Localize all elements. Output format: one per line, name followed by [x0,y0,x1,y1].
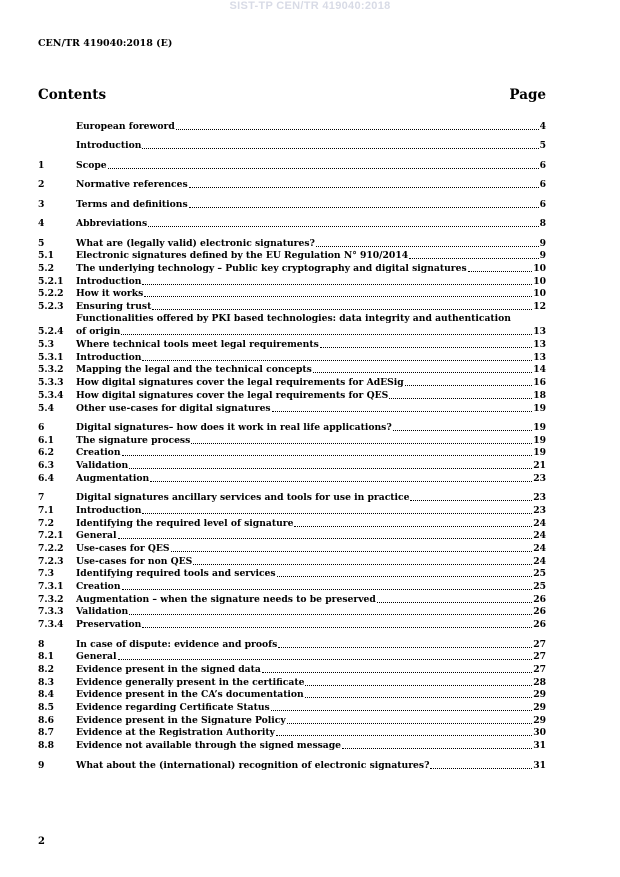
toc-entry-title: Where technical tools meet legal requirements [76,339,319,351]
toc-entry-page: 19 [533,447,546,459]
dot-leader [121,333,532,335]
toc-entry-number: 7.2.2 [38,543,64,554]
toc-entry-number: 4 [38,218,45,230]
toc-entry-title: Mapping the legal and the technical concepts [76,364,312,376]
toc-entry[interactable] [38,421,546,434]
toc-entry-title: What about the (international) recognition of electronic signatures? [76,759,430,771]
toc-entry-number: 8.1 [38,651,54,663]
toc-entry-title: Evidence regarding Certificate Status [76,702,270,714]
toc-entry-number: 7.2.3 [38,555,64,567]
toc-entry-title: How digital signatures cover the legal requirements for AdESig [76,377,404,389]
toc-entry[interactable] [38,376,546,389]
toc-entry-page: 12 [533,301,546,313]
dot-leader [430,767,532,769]
toc-entry-number: 7.3.1 [38,581,64,593]
toc-entry[interactable] [38,739,546,752]
toc-entry-title: Evidence at the Registration Authority [76,727,275,739]
dot-leader [142,359,532,361]
toc-entry-number: 1 [38,159,45,171]
toc-entry-title: Validation [76,460,129,472]
dot-leader [272,410,533,412]
toc-entry[interactable] [38,638,546,651]
toc-entry-page: 27 [533,651,546,663]
toc-entry-title: Digital signatures– how does it work in real life applications? [76,422,392,434]
toc-entry-page: 23 [533,472,546,484]
toc-entry[interactable] [38,618,546,631]
toc-entry-page: 5 [539,140,546,152]
toc-entry-page: 23 [533,492,546,504]
toc-entry-page: 14 [533,364,546,376]
toc-entry-number: 5.3.1 [38,351,64,363]
toc-entry-title: Functionalities offered by PKI based technologies: data integrity and authentication [76,313,511,325]
dot-leader [393,429,532,431]
toc-entry-title: Evidence present in the Signature Policy [76,714,286,726]
toc-entry-page: 24 [533,543,546,554]
dot-leader [129,467,532,469]
toc-entry-page: 26 [533,619,546,631]
toc-entry-title: Use-cases for non QES [76,555,193,567]
toc-entry-page: 6 [539,179,546,191]
toc-entry-title: Other use-cases for digital signatures [76,402,271,414]
toc-entry-page: 16 [533,377,546,389]
toc-entry-title: Evidence generally present in the certificate [76,676,305,688]
toc-entry-page: 24 [533,555,546,567]
toc-entry-number: 5.2.4 [38,326,64,338]
toc-entry-title: Introduction [76,504,142,516]
toc-entry[interactable] [38,288,546,301]
toc-entry-title: Creation [76,447,121,459]
toc-entry-title: General [76,530,117,542]
dot-leader [262,671,532,673]
dot-leader [142,626,532,628]
dot-leader [409,257,538,259]
toc-entry[interactable] [38,517,546,530]
dot-leader [189,206,539,208]
toc-entry[interactable] [38,262,546,275]
dot-leader [150,480,532,482]
dot-leader [193,563,532,565]
toc-entry[interactable] [38,701,546,714]
dot-leader [377,601,532,603]
document-id: CEN/TR 419040:2018 (E) [38,38,173,49]
dot-leader [342,747,532,749]
toc-entry-page: 31 [533,759,546,771]
dot-leader [152,308,532,310]
dot-leader [108,167,539,169]
toc-entry-page: 26 [533,593,546,605]
toc-entry-page: 24 [533,517,546,529]
toc-entry[interactable] [38,676,546,689]
toc-entry[interactable] [38,338,546,351]
toc-entry-number: 8.3 [38,676,54,688]
toc-entry-number: 7.2 [38,517,54,529]
toc-entry[interactable] [38,663,546,676]
toc-entry-number: 8.6 [38,714,54,726]
toc-entry-title: What are (legally valid) electronic signatures? [76,237,315,249]
toc-entry[interactable] [38,759,546,772]
toc-entry-page: 8 [539,218,546,230]
toc-entry[interactable] [38,472,546,485]
toc-entry[interactable] [38,434,546,447]
toc-entry-number: 5 [38,237,45,249]
toc-entry-number: 5.3.3 [38,377,64,389]
toc-entry-page: 29 [533,714,546,726]
toc-entry-number: 7.3.3 [38,606,64,618]
toc-entry-page: 10 [533,275,546,287]
toc-entry[interactable] [38,727,546,740]
toc-entry-title: Identifying the required level of signature [76,517,294,529]
dot-leader [122,454,533,456]
toc-entry-title: Evidence present in the CA’s documentation [76,689,304,701]
toc-entry-page: 18 [533,389,546,401]
toc-entry-title: Preservation [76,619,142,631]
dot-leader [142,283,532,285]
toc-entry-title: How it works [76,288,144,300]
toc-entry[interactable] [38,459,546,472]
toc-entry-number: 5.3.4 [38,389,64,401]
toc-entry[interactable] [38,542,546,555]
toc-entry-number: 8.2 [38,663,54,675]
watermark: SIST-TP CEN/TR 419040:2018 [229,0,391,12]
dot-leader [320,346,532,348]
toc-entry[interactable] [38,198,546,211]
dot-leader [189,186,539,188]
toc-entry[interactable] [38,530,546,543]
toc-entry-number: 6.3 [38,460,54,472]
toc-entry-number: 8.8 [38,740,54,752]
toc-entry-number: 8.4 [38,689,54,701]
dot-leader [277,575,533,577]
toc-entry-page: 25 [533,581,546,593]
toc-entry-title: The signature process [76,434,191,446]
dot-leader [278,646,532,648]
dot-leader [294,525,532,527]
toc-entry-title: Identifying required tools and services [76,568,276,580]
toc-entry-page: 19 [533,422,546,434]
toc-entry-number: 8.7 [38,727,54,739]
toc-entry[interactable] [38,389,546,402]
toc-entry[interactable] [38,159,546,172]
toc-entry[interactable] [38,313,546,338]
dot-leader [176,128,539,130]
toc-entry-number: 5.3.2 [38,364,64,376]
dot-leader [287,722,533,724]
toc-entry-title: Terms and definitions [76,198,188,210]
toc-entry-page: 28 [533,676,546,688]
dot-leader [305,696,532,698]
toc-entry-page: 13 [533,351,546,363]
toc-entry-number: 5.2.2 [38,288,64,300]
toc-entry-title: Use-cases for QES [76,543,170,554]
toc-entry-number: 9 [38,759,45,771]
toc-entry-title: Introduction [76,351,142,363]
toc-entry[interactable] [38,250,546,263]
toc-entry-page: 26 [533,606,546,618]
toc-entry-number: 7.1 [38,504,54,516]
toc-entry-page: 13 [533,339,546,351]
toc-entry-number: 7.3 [38,568,54,580]
dot-leader [129,613,532,615]
toc-entry-page: 21 [533,460,546,472]
toc-entry-number: 6.4 [38,472,54,484]
toc-entry-title: European foreword [76,120,175,132]
toc-entry[interactable] [38,275,546,288]
toc-entry-title: Evidence not available through the signed message [76,740,342,752]
toc-entry-number: 7 [38,492,45,504]
toc-entry[interactable] [38,300,546,313]
dot-leader [118,537,533,539]
dot-leader [148,225,538,227]
toc-entry-page: 29 [533,702,546,714]
toc-entry-number: 7.2.1 [38,530,64,542]
toc-entry-title: General [76,651,117,663]
toc-entry-number: 5.2 [38,262,54,274]
toc-entry-title: Augmentation [76,472,150,484]
toc-entry-title: The underlying technology – Public key cryptography and digital signatures [76,262,467,274]
toc-entry-page: 4 [539,120,546,132]
toc-entry-page: 13 [533,326,546,338]
dot-leader [410,499,532,501]
contents-header [38,87,546,103]
toc-entry-page: 30 [533,727,546,739]
toc-entry-number: 8.5 [38,702,54,714]
toc-entry[interactable] [38,402,546,415]
toc-entry[interactable] [38,178,546,191]
toc-entry-page: 9 [539,237,546,249]
toc-entry-title: Digital signatures ancillary services and tools for use in practice [76,492,410,504]
toc-entry[interactable] [38,237,546,250]
toc-entry-title: Creation [76,581,121,593]
dot-leader [142,512,532,514]
toc-entry[interactable] [38,447,546,460]
toc-entry-page: 27 [533,638,546,650]
toc-entry-number: 5.1 [38,250,54,262]
toc-entry[interactable] [38,606,546,619]
toc-entry-number: 5.2.1 [38,275,64,287]
dot-leader [122,588,533,590]
dot-leader [305,684,532,686]
dot-leader [468,270,533,272]
dot-leader [171,550,533,552]
table-of-contents [38,120,546,772]
toc-entry-title: Electronic signatures defined by the EU Regulation N° 910/2014 [76,250,409,262]
toc-entry[interactable] [38,593,546,606]
toc-entry-title: In case of dispute: evidence and proofs [76,638,278,650]
toc-entry-number: 2 [38,179,45,191]
toc-entry-number: 8 [38,638,45,650]
toc-entry-page: 27 [533,663,546,675]
toc-entry[interactable] [38,580,546,593]
toc-entry-number: 5.4 [38,402,54,414]
dot-leader [144,295,532,297]
toc-entry-number: 5.2.3 [38,301,64,313]
toc-entry-page: 31 [533,740,546,752]
toc-entry-title: Augmentation – when the signature needs to be preserved [76,593,376,605]
toc-entry[interactable] [38,351,546,364]
toc-entry-number: 6.1 [38,434,54,446]
toc-entry[interactable] [38,689,546,702]
dot-leader [142,147,538,149]
toc-entry-page: 19 [533,402,546,414]
toc-entry-number: 3 [38,198,45,210]
toc-entry[interactable] [38,364,546,377]
toc-entry[interactable] [38,568,546,581]
contents-title: Contents [38,87,107,103]
toc-entry-number: 7.3.4 [38,619,64,631]
toc-entry-number: 6.2 [38,447,54,459]
toc-entry-page: 24 [533,530,546,542]
toc-entry[interactable] [38,120,546,133]
toc-entry-title: Validation [76,606,129,618]
dot-leader [191,442,532,444]
toc-entry[interactable] [38,714,546,727]
toc-entry-number: 5.3 [38,339,54,351]
toc-entry[interactable] [38,139,546,152]
dot-leader [389,397,532,399]
toc-entry-title-continued: of origin [76,326,121,338]
toc-entry-page: 6 [539,159,546,171]
toc-entry-number: 6 [38,422,45,434]
toc-entry-page: 6 [539,198,546,210]
toc-entry-page: 23 [533,504,546,516]
toc-entry-page: 29 [533,689,546,701]
toc-entry-title: Abbreviations [76,218,148,230]
dot-leader [316,245,539,247]
toc-entry-page: 10 [533,262,546,274]
dot-leader [276,734,532,736]
toc-entry-title: Introduction [76,140,142,152]
toc-entry-title: Evidence present in the signed data [76,663,261,675]
dot-leader [271,709,532,711]
dot-leader [118,658,533,660]
toc-entry-page: 25 [533,568,546,580]
toc-entry[interactable] [38,492,546,505]
dot-leader [405,384,533,386]
page-column-title: Page [509,87,546,103]
toc-entry-title: Ensuring trust [76,301,152,313]
page-number: 2 [38,836,45,847]
toc-entry[interactable] [38,555,546,568]
dot-leader [313,371,532,373]
toc-entry[interactable] [38,217,546,230]
toc-entry[interactable] [38,504,546,517]
toc-entry-title: Introduction [76,275,142,287]
toc-entry-title: Normative references [76,179,188,191]
toc-entry-page: 10 [533,288,546,300]
toc-entry-title: How digital signatures cover the legal requirements for QES [76,389,389,401]
toc-entry-number: 7.3.2 [38,593,64,605]
toc-entry-page: 9 [539,250,546,262]
toc-entry-title: Scope [76,159,107,171]
toc-entry-page: 19 [533,434,546,446]
toc-entry[interactable] [38,651,546,664]
